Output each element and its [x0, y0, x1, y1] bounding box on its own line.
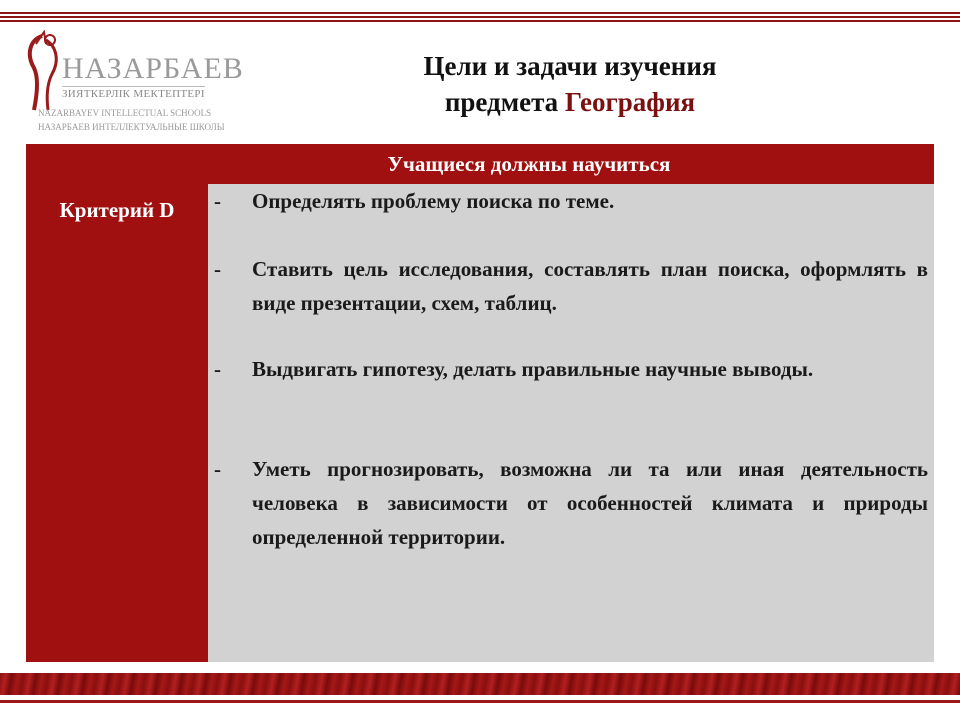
- top-decorative-stripe: [0, 12, 960, 22]
- slide-title: [340, 48, 800, 120]
- list-item: [208, 184, 934, 218]
- list-item: [208, 252, 934, 320]
- logo-line-en: NAZARBAYEV INTELLECTUAL SCHOOLS: [38, 108, 212, 118]
- table-header-label: Учащиеся должны научиться: [387, 151, 671, 176]
- logo-line-kz: ЗИЯТКЕРЛІК МЕКТЕПТЕРІ: [62, 88, 205, 100]
- bottom-decorative-line: [0, 700, 960, 703]
- bullet-dash: -: [214, 189, 221, 213]
- school-logo: [10, 30, 262, 138]
- bullet-dash: -: [214, 357, 221, 381]
- list-item-text: Уметь прогнозировать, возможна ли та или иная деятельность человека в зависимости от особенностей климата и природы определенной территории.: [252, 457, 928, 549]
- logo-name: НАЗАРБАЕВ: [62, 52, 244, 85]
- list-item-text: Выдвигать гипотезу, делать правильные научные выводы.: [252, 357, 814, 381]
- criteria-table: [26, 144, 934, 662]
- list-item-text: Ставить цель исследования, составлять план поиска, оформлять в виде презентации, схем, таблиц.: [252, 257, 928, 315]
- list-item-text: Определять проблему поиска по теме.: [252, 189, 615, 213]
- criterion-cell: [26, 184, 208, 662]
- list-item: [208, 352, 934, 386]
- list-item: [208, 452, 934, 554]
- table-header: [26, 144, 934, 184]
- title-line-1: Цели и задачи изучения: [423, 51, 717, 81]
- bullet-dash: -: [214, 457, 221, 481]
- title-prefix: предмета: [444, 87, 565, 117]
- bullet-dash: -: [214, 257, 221, 281]
- criterion-label: Критерий D: [59, 198, 175, 222]
- bottom-decorative-band: [0, 673, 960, 695]
- title-line-2: [340, 84, 800, 120]
- content-cell: [208, 184, 934, 662]
- logo-line-ru: НАЗАРБАЕВ ИНТЕЛЛЕКТУАЛЬНЫЕ ШКОЛЫ: [38, 122, 225, 132]
- title-subject: География: [564, 87, 696, 117]
